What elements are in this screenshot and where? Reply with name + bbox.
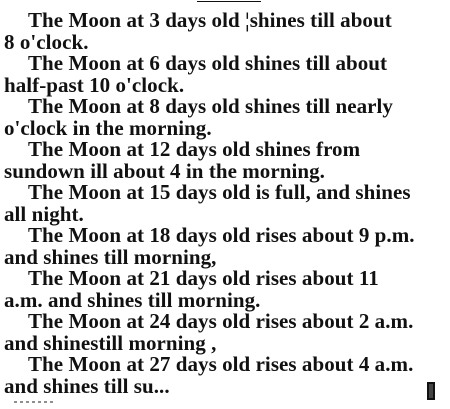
ink-blot-mark (427, 382, 435, 400)
moon-paragraph-15-days (4, 182, 441, 225)
paragraph-line-2: 8 o'clock. (4, 29, 89, 54)
paragraph-line-2: and shinestill morning , (4, 330, 217, 355)
moon-paragraph-8-days (4, 96, 441, 139)
moon-paragraph-18-days (4, 225, 441, 268)
paragraph-line-1: The Moon at 21 days old rises about 11 (28, 266, 379, 290)
paragraph-line-2: a.m. and shines till morning. (4, 287, 261, 312)
moon-paragraph-21-days (4, 268, 441, 311)
paragraph-line-1: The Moon at 12 days old shines from (28, 137, 361, 161)
paragraph-line-2: half-past 10 o'clock. (4, 72, 185, 97)
paragraph-line-1: The Moon at 8 days old shines till nearly (28, 94, 393, 118)
paragraph-line-1: The Moon at 6 days old shines till about (28, 51, 388, 75)
paragraph-line-1: The Moon at 18 days old rises about 9 p.m. (28, 223, 415, 247)
paragraph-line-1: The Moon at 27 days old rises about 4 a.m. (28, 352, 414, 376)
paragraph-line-1: The Moon at 3 days old ¦shines till about (28, 8, 392, 32)
moon-paragraph-12-days (4, 139, 441, 182)
top-rule (197, 1, 261, 2)
moon-paragraph-24-days (4, 311, 441, 354)
paragraph-line-2: sundown ill about 4 in the morning. (4, 158, 325, 183)
paragraph-line-1: The Moon at 24 days old rises about 2 a.m. (28, 309, 414, 333)
paragraph-line-2: and shines till morning, (4, 244, 217, 269)
paragraph-line-2: all night. (4, 201, 84, 226)
moon-paragraph-3-days (4, 10, 441, 53)
print-smudge (14, 401, 54, 403)
paragraph-line-2: o'clock in the morning. (4, 115, 212, 140)
paragraph-line-2: and shines till su... (4, 373, 170, 398)
moon-paragraph-27-days (4, 354, 441, 397)
moon-paragraph-6-days (4, 53, 441, 96)
paragraph-line-1: The Moon at 15 days old is full, and shines (28, 180, 411, 204)
